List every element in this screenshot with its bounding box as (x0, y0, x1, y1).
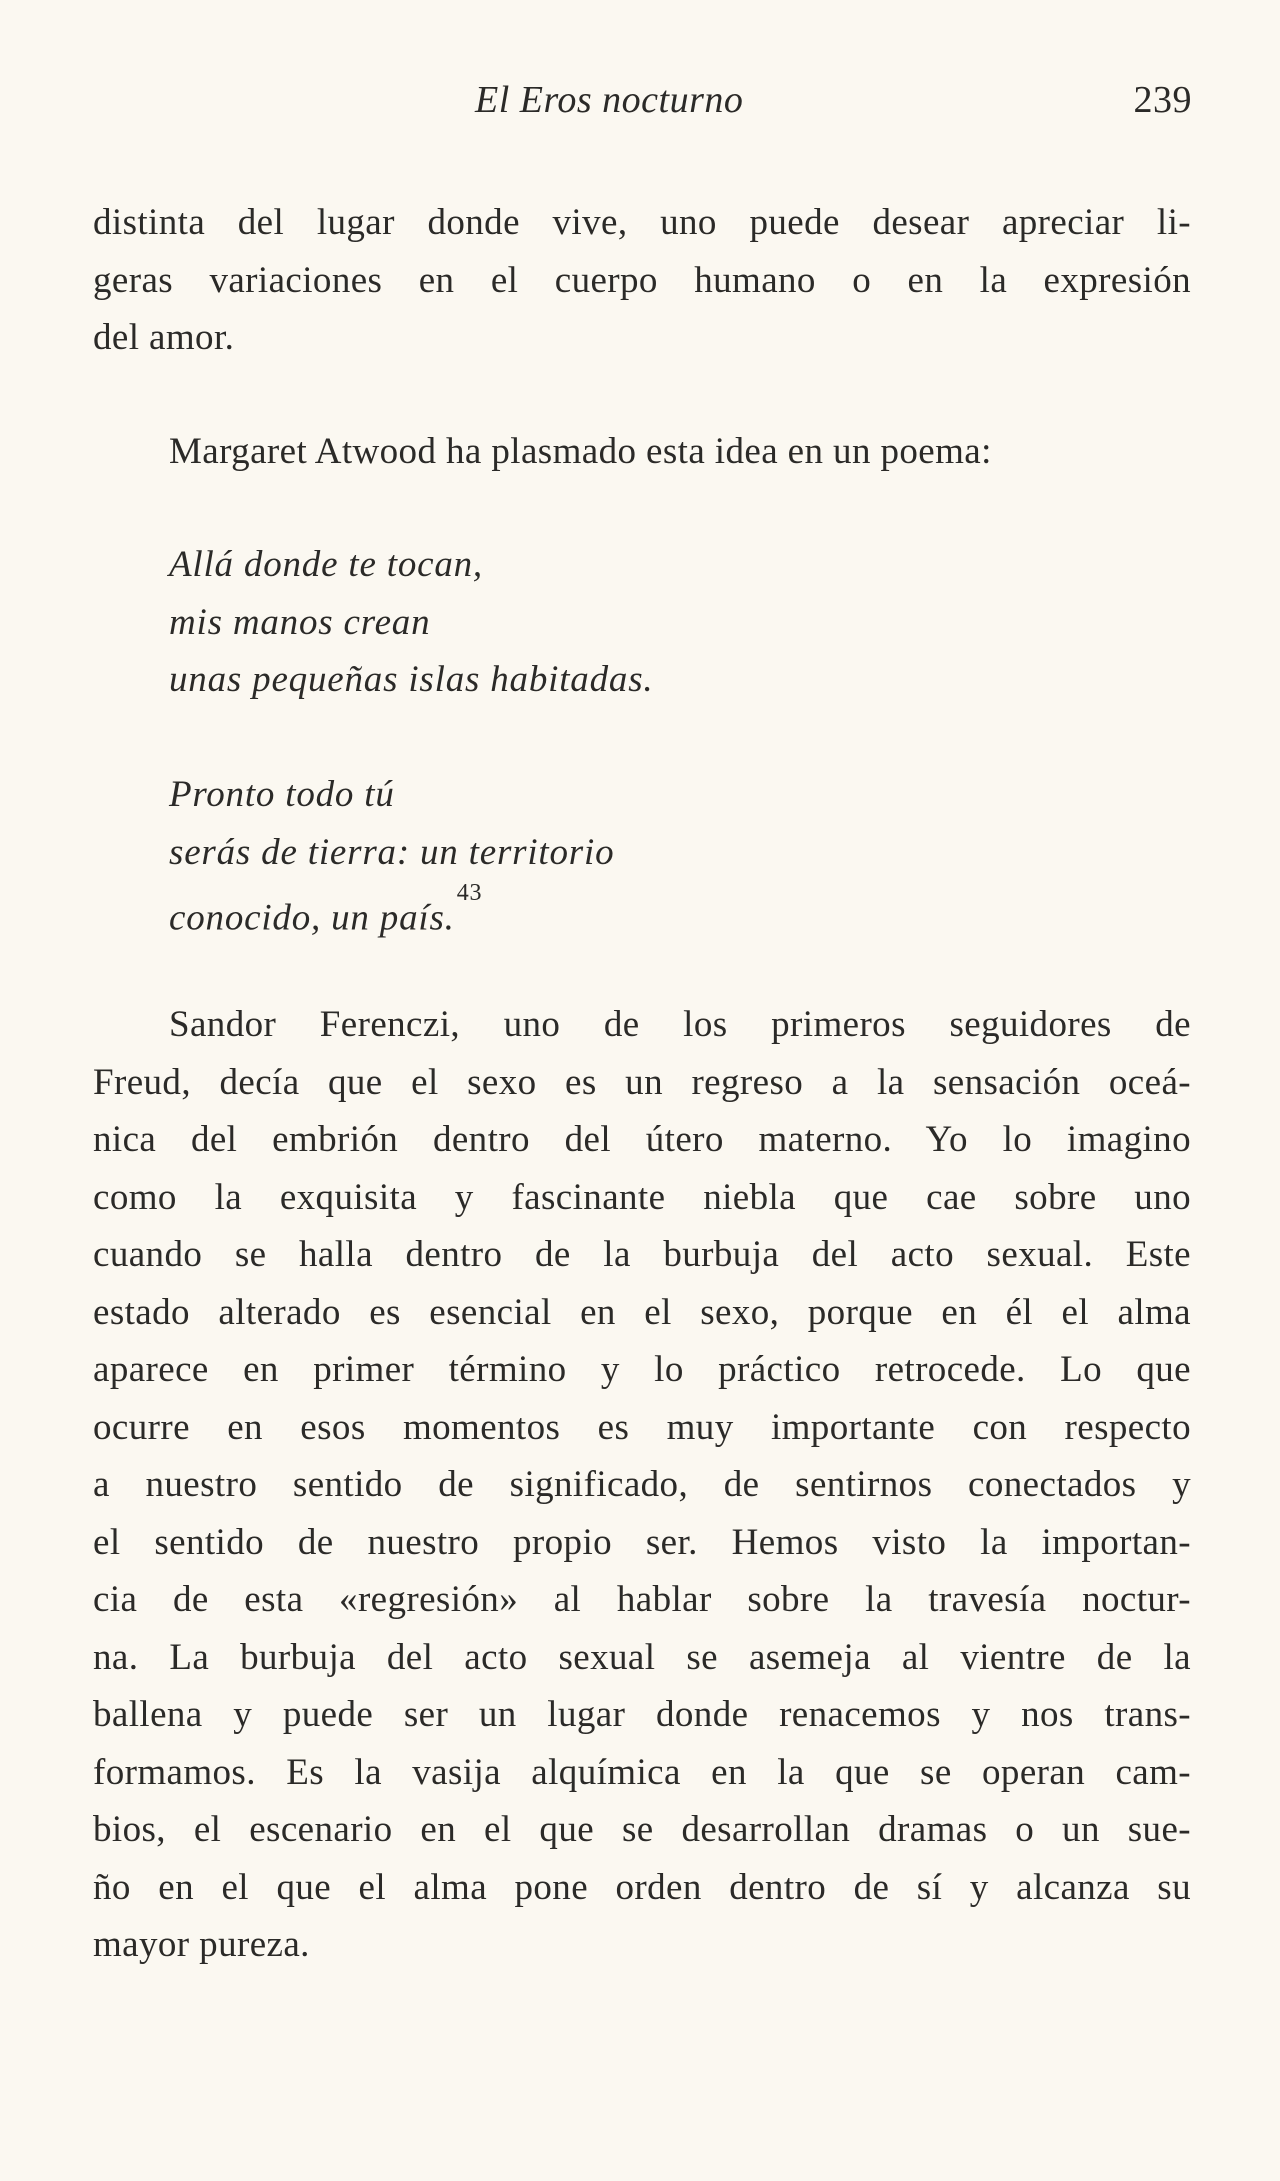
poem-verse: Pronto todo tú (169, 774, 395, 815)
text-line: como la exquisita y fascinante niebla que cae sobre uno (93, 1176, 1191, 1218)
poem-verse: Allá donde te tocan, (169, 544, 483, 585)
text-line: aparece en primer término y lo práctico retrocede. Lo que (93, 1349, 1191, 1390)
text-line: estado alterado es esencial en el sexo, porque en él el alma (93, 1291, 1191, 1333)
text-line: ño en el que el alma pone orden dentro de sí y alcanza su (93, 1866, 1191, 1908)
text-line: del amor. (93, 317, 235, 358)
text-line: el sentido de nuestro propio ser. Hemos visto la importan- (93, 1521, 1191, 1563)
page-header (0, 78, 1280, 138)
text-line: nica del embrión dentro del útero materno. Yo lo imagino (93, 1119, 1191, 1160)
text-line: bios, el escenario en el que se desarrollan dramas o un sue- (93, 1809, 1191, 1850)
poem-verse-last (169, 881, 614, 947)
text-line: a nuestro sentido de significado, de sentirnos conectados y (93, 1464, 1191, 1505)
poem-verse-text: conocido, un país. (169, 897, 455, 939)
text-line: formamos. Es la vasija alquímica en la que se operan cam- (93, 1751, 1191, 1793)
running-title: El Eros nocturno (475, 79, 744, 121)
text-line: cuando se halla dentro de la burbuja del acto sexual. Este (93, 1234, 1191, 1275)
paragraph-ferenczi (93, 996, 1191, 1974)
text-line: distinta del lugar donde vive, uno puede desear apreciar li- (93, 202, 1191, 243)
text-line: ocurre en esos momentos es muy importante con respecto (93, 1406, 1191, 1448)
poem-introduction: Margaret Atwood ha plasmado esta idea en un poema: (169, 431, 992, 472)
poem-stanza-2 (169, 766, 614, 947)
text-line: Freud, decía que el sexo es un regreso a la sensación oceá- (93, 1061, 1191, 1103)
text-line: mayor pureza. (93, 1924, 310, 1965)
text-line: cia de esta «regresión» al hablar sobre la travesía noctur- (93, 1579, 1191, 1620)
text-line: ballena y puede ser un lugar donde renacemos y nos trans- (93, 1694, 1191, 1735)
paragraph-continued (93, 194, 1191, 367)
poem-stanza-1 (169, 536, 653, 709)
footnote-reference: 43 (456, 880, 483, 906)
text-line: geras variaciones en el cuerpo humano o en la expresión (93, 259, 1191, 301)
poem-verse: mis manos crean (169, 601, 431, 643)
poem-verse: serás de tierra: un territorio (169, 831, 615, 873)
text-line: Sandor Ferenczi, uno de los primeros seguidores de (169, 1004, 1191, 1045)
poem-verse: unas pequeñas islas habitadas. (169, 659, 654, 700)
page-number: 239 (1133, 79, 1192, 121)
text-line: na. La burbuja del acto sexual se asemeja al vientre de la (93, 1636, 1191, 1678)
